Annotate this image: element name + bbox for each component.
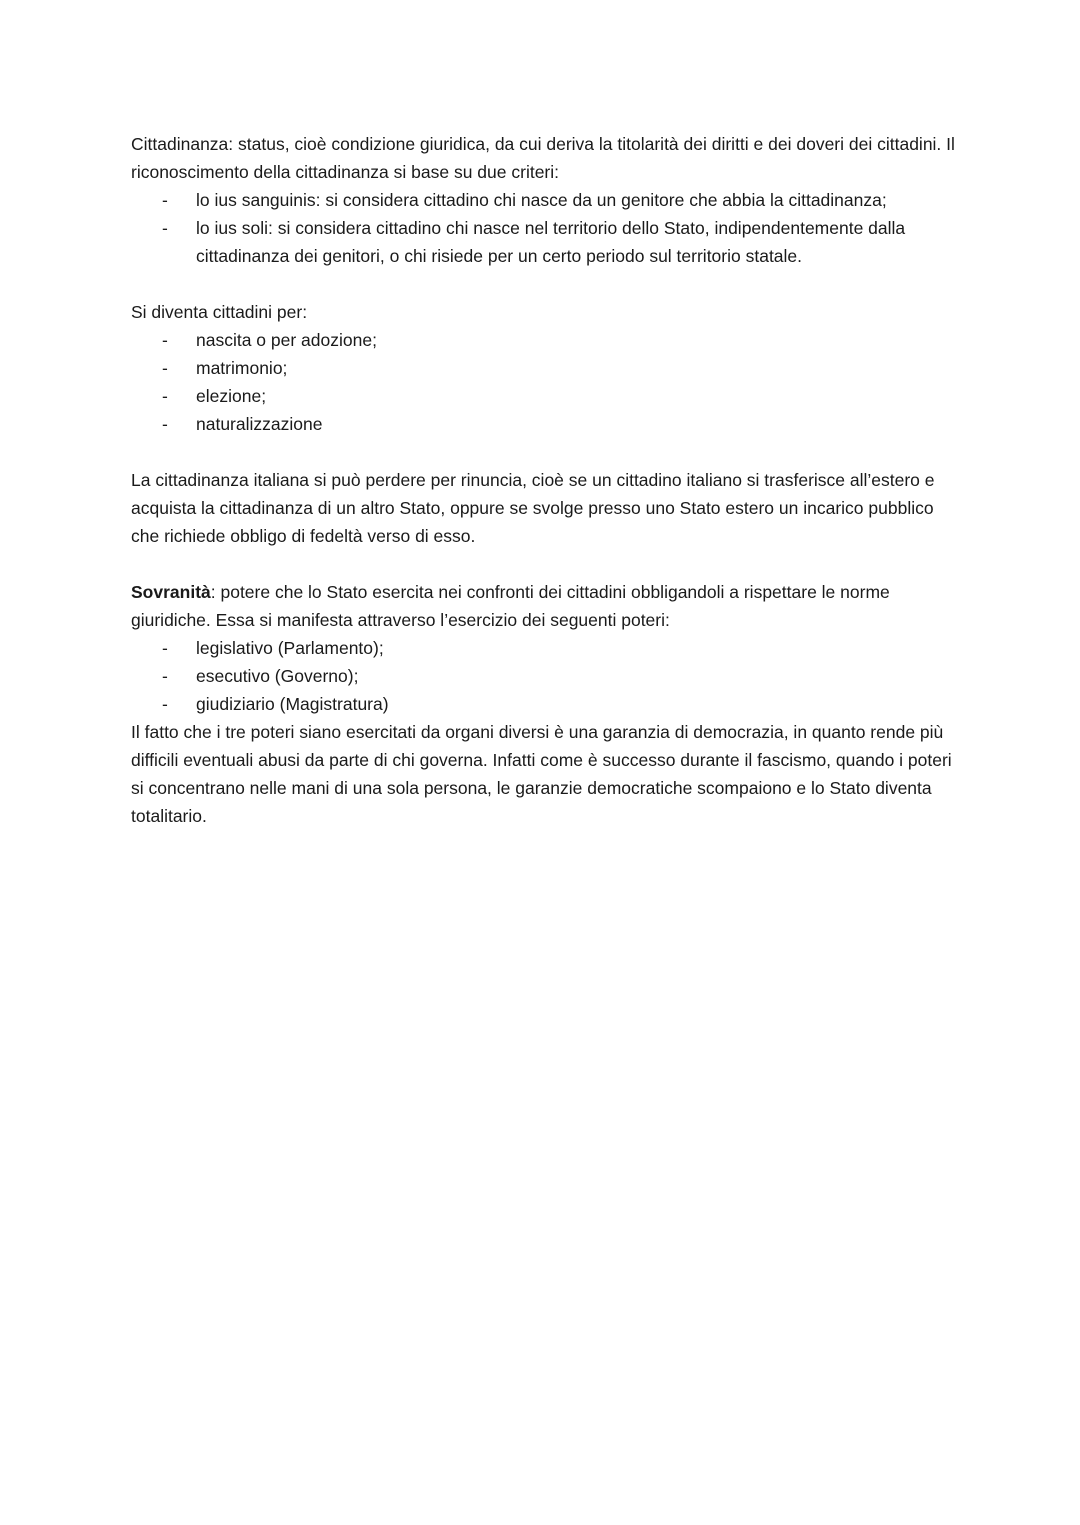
sovranita-definition [131, 578, 961, 634]
dash-marker: - [162, 666, 168, 686]
list-item [131, 354, 961, 382]
list-item-text: esecutivo (Governo); [196, 666, 359, 686]
dash-marker: - [162, 358, 168, 378]
list-item [131, 634, 961, 662]
list-item-text: lo ius soli: si considera cittadino chi nasce nel territorio dello Stato, indipendentemente dalla cittadinanza dei genitori, o chi risiede per un certo periodo sul territorio statale. [196, 218, 906, 266]
sovranita-term: Sovranità [131, 582, 211, 602]
list-item-text: nascita o per adozione; [196, 330, 377, 350]
dash-marker: - [162, 386, 168, 406]
document-page [131, 130, 961, 830]
modi-list [131, 326, 961, 438]
cittadinanza-definition: Cittadinanza: status, cioè condizione giuridica, da cui deriva la titolarità dei diritti e dei doveri dei cittadini. Il riconoscimento della cittadinanza si base su due criteri: [131, 134, 955, 182]
list-item-text: lo ius sanguinis: si considera cittadino chi nasce da un genitore che abbia la cittadinanza; [196, 190, 887, 210]
list-item-text: legislativo (Parlamento); [196, 638, 384, 658]
paragraph-gap [131, 550, 961, 578]
dash-marker: - [162, 414, 168, 434]
poteri-list [131, 634, 961, 718]
dash-marker: - [162, 330, 168, 350]
list-item [131, 410, 961, 438]
paragraph-gap [131, 270, 961, 298]
list-item [131, 326, 961, 354]
list-item [131, 382, 961, 410]
list-item [131, 662, 961, 690]
perdita-paragraph: La cittadinanza italiana si può perdere per rinuncia, cioè se un cittadino italiano si trasferisce all’estero e acquista la cittadinanza di un altro Stato, oppure se svolge presso uno Stato estero un incarico pubblico che richiede obbligo di fedeltà verso di esso. [131, 470, 935, 546]
sovranita-conclusion: Il fatto che i tre poteri siano esercitati da organi diversi è una garanzia di democrazia, in quanto rende più difficili eventuali abusi da parte di chi governa. Infatti come è successo durante il fascismo, quando i poteri si concentrano nelle mani di una sola persona, le garanzie democratiche scompaiono e lo Stato diventa totalitario. [131, 722, 952, 826]
list-item [131, 186, 961, 214]
dash-marker: - [162, 638, 168, 658]
dash-marker: - [162, 190, 168, 210]
diventare-intro: Si diventa cittadini per: [131, 302, 308, 322]
list-item-text: elezione; [196, 386, 267, 406]
criteri-list [131, 186, 961, 270]
list-item [131, 690, 961, 718]
sovranita-text: : potere che lo Stato esercita nei confronti dei cittadini obbligandoli a rispettare le norme giuridiche. Essa si manifesta attraverso l’esercizio dei seguenti poteri: [131, 582, 890, 630]
paragraph-gap [131, 438, 961, 466]
list-item-text: giudiziario (Magistratura) [196, 694, 389, 714]
dash-marker: - [162, 694, 168, 714]
list-item [131, 214, 961, 270]
list-item-text: matrimonio; [196, 358, 288, 378]
dash-marker: - [162, 218, 168, 238]
list-item-text: naturalizzazione [196, 414, 323, 434]
